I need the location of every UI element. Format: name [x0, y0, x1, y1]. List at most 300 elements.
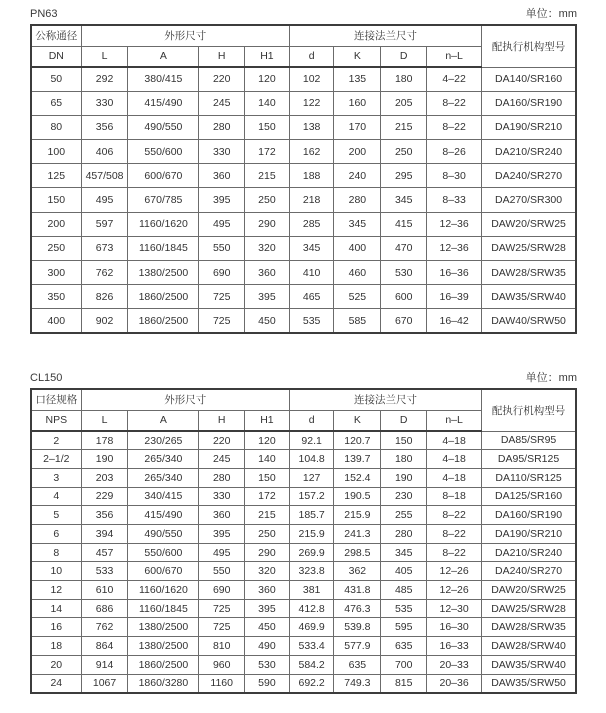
column-header-a: A [128, 410, 199, 431]
table-cell: 292 [81, 67, 128, 91]
table-cell: 914 [81, 655, 128, 674]
table-cell: 550/600 [128, 140, 199, 164]
table-cell: 690 [199, 581, 245, 600]
table-cell: DAW25/SRW28 [482, 599, 576, 618]
table-cell: 600 [381, 285, 427, 309]
column-header-l: L [81, 46, 128, 67]
table-row [31, 674, 576, 693]
table-cell: 298.5 [334, 543, 381, 562]
table-cell: 285 [289, 212, 334, 236]
table-row [31, 140, 576, 164]
table-cell: 902 [81, 309, 128, 333]
table-row [31, 188, 576, 212]
table-row [31, 450, 576, 469]
table-cell: 431.8 [334, 581, 381, 600]
table-cell: 495 [199, 543, 245, 562]
table-cell: 203 [81, 468, 128, 487]
table-cell: 188 [289, 164, 334, 188]
table-cell: DA190/SR210 [482, 525, 576, 544]
table-cell: DAW20/SRW25 [482, 581, 576, 600]
table-cell: 3 [31, 468, 81, 487]
table-cell: 550/600 [128, 543, 199, 562]
table-cell: 405 [381, 562, 427, 581]
pn63-caption-row [30, 7, 577, 21]
table-cell: 185.7 [289, 506, 334, 525]
table-cell: 205 [381, 91, 427, 115]
table-cell: 290 [245, 543, 290, 562]
group-header-row [31, 389, 576, 410]
column-header-nl: n–L [427, 46, 482, 67]
table-row [31, 543, 576, 562]
table-cell: 4–18 [427, 468, 482, 487]
column-header-dn: DN [31, 46, 81, 67]
table-cell: 345 [381, 188, 427, 212]
table-cell: DA160/SR190 [482, 506, 576, 525]
table-cell: 1860/2500 [128, 285, 199, 309]
column-header-outline-group: 外形尺寸 [81, 25, 289, 46]
table-cell: 380/415 [128, 67, 199, 91]
column-header-d-big: D [381, 410, 427, 431]
table-cell: 323.8 [289, 562, 334, 581]
table-cell: 412.8 [289, 599, 334, 618]
table-cell: 535 [289, 309, 334, 333]
table-cell: 960 [199, 655, 245, 674]
table-cell: 250 [31, 236, 81, 260]
table-cell: 635 [334, 655, 381, 674]
table-title-cl150: CL150 [30, 372, 63, 385]
unit-label: 单位：mm [525, 8, 577, 20]
table-cell: 395 [245, 599, 290, 618]
table-cell: 1160 [199, 674, 245, 693]
table-cell: 490 [245, 637, 290, 656]
table-cell: 465 [289, 285, 334, 309]
table-cell: 330 [199, 487, 245, 506]
table-cell: 600/670 [128, 164, 199, 188]
table-cell: 280 [199, 115, 245, 139]
table-cell: 150 [31, 188, 81, 212]
table-cell: 2 [31, 431, 81, 450]
table-cell: 8–33 [427, 188, 482, 212]
table-cell: 265/340 [128, 450, 199, 469]
table-cell: 360 [245, 581, 290, 600]
table-cell: 595 [381, 618, 427, 637]
table-cell: 1380/2500 [128, 618, 199, 637]
table-cell: 16–39 [427, 285, 482, 309]
column-header-d-big: D [381, 46, 427, 67]
table-cell: 12–26 [427, 562, 482, 581]
table-cell: 457/508 [81, 164, 128, 188]
table-cell: 350 [31, 285, 81, 309]
table-cell: 24 [31, 674, 81, 693]
table-cell: 415/490 [128, 91, 199, 115]
table-cell: 290 [245, 212, 290, 236]
table-cell: 12–36 [427, 212, 482, 236]
column-header-h: H [199, 46, 245, 67]
table-cell: 20–33 [427, 655, 482, 674]
table-cell: 1860/2500 [128, 309, 199, 333]
table-cell: 815 [381, 674, 427, 693]
table-cell: DAW28/SRW35 [482, 261, 576, 285]
table-cell: 12–26 [427, 581, 482, 600]
pn63-section [30, 7, 577, 334]
table-cell: 533 [81, 562, 128, 581]
column-header-l: L [81, 410, 128, 431]
table-cell: 670/785 [128, 188, 199, 212]
table-title-pn63: PN63 [30, 8, 58, 20]
column-header-nl: n–L [427, 410, 482, 431]
column-header-size-group: 口径规格 [31, 389, 81, 410]
table-row [31, 67, 576, 91]
table-cell: 381 [289, 581, 334, 600]
table-cell: 240 [334, 164, 381, 188]
table-cell: 533.4 [289, 637, 334, 656]
table-cell: 490/550 [128, 115, 199, 139]
table-cell: 4 [31, 487, 81, 506]
table-cell: 8–22 [427, 543, 482, 562]
table-row [31, 431, 576, 450]
table-cell: 190 [381, 468, 427, 487]
table-cell: 150 [245, 468, 290, 487]
table-cell: DA270/SR300 [482, 188, 576, 212]
table-cell: DA210/SR240 [482, 543, 576, 562]
table-cell: 460 [334, 261, 381, 285]
table-cell: 810 [199, 637, 245, 656]
table-cell: 160 [334, 91, 381, 115]
table-row [31, 309, 576, 333]
table-cell: DA240/SR270 [482, 164, 576, 188]
table-cell: DA240/SR270 [482, 562, 576, 581]
table-cell: 725 [199, 309, 245, 333]
table-cell: 525 [334, 285, 381, 309]
table-row [31, 261, 576, 285]
table-cell: 8–18 [427, 487, 482, 506]
table-cell: 600/670 [128, 562, 199, 581]
table-cell: 230 [381, 487, 427, 506]
table-row [31, 164, 576, 188]
table-cell: 535 [381, 599, 427, 618]
table-cell: 8–22 [427, 115, 482, 139]
table-row [31, 655, 576, 674]
table-cell: 220 [199, 67, 245, 91]
table-cell: 4–18 [427, 431, 482, 450]
table-cell: 230/265 [128, 431, 199, 450]
table-cell: 597 [81, 212, 128, 236]
column-header-k: K [334, 46, 381, 67]
table-cell: 8–22 [427, 506, 482, 525]
table-cell: 1160/1845 [128, 599, 199, 618]
table-cell: 200 [31, 212, 81, 236]
table-cell: DA160/SR190 [482, 91, 576, 115]
table-cell: 345 [289, 236, 334, 260]
table-cell: 700 [381, 655, 427, 674]
table-cell: 345 [334, 212, 381, 236]
table-cell: DA85/SR95 [482, 431, 576, 450]
table-cell: 1860/2500 [128, 655, 199, 674]
table-row [31, 285, 576, 309]
table-cell: 104.8 [289, 450, 334, 469]
table-cell: 585 [334, 309, 381, 333]
table-cell: 495 [81, 188, 128, 212]
table-cell: 2–1/2 [31, 450, 81, 469]
table-cell: 10 [31, 562, 81, 581]
table-cell: 1067 [81, 674, 128, 693]
table-cell: 295 [381, 164, 427, 188]
table-cell: 280 [381, 525, 427, 544]
table-cell: 150 [381, 431, 427, 450]
cl150-table [30, 388, 577, 694]
table-cell: 5 [31, 506, 81, 525]
table-cell: DAW40/SRW50 [482, 309, 576, 333]
group-header-row [31, 25, 576, 46]
column-header-outline-group: 外形尺寸 [81, 389, 289, 410]
table-cell: 469.9 [289, 618, 334, 637]
table-cell: 12–30 [427, 599, 482, 618]
column-header-d-small: d [289, 410, 334, 431]
cl150-table-body [31, 431, 576, 693]
column-header-actuator: 配执行机构型号 [482, 25, 576, 67]
table-cell: DA140/SR160 [482, 67, 576, 91]
table-cell: 725 [199, 618, 245, 637]
table-cell: 16 [31, 618, 81, 637]
table-cell: 250 [245, 188, 290, 212]
table-cell: 16–36 [427, 261, 482, 285]
table-cell: 280 [199, 468, 245, 487]
table-cell: 220 [199, 431, 245, 450]
table-cell: DAW25/SRW28 [482, 236, 576, 260]
table-cell: 178 [81, 431, 128, 450]
column-header-a: A [128, 46, 199, 67]
table-cell: DA110/SR125 [482, 468, 576, 487]
table-cell: 6 [31, 525, 81, 544]
table-cell: DAW35/SRW50 [482, 674, 576, 693]
table-cell: 139.7 [334, 450, 381, 469]
table-cell: 16–33 [427, 637, 482, 656]
column-header-nps: NPS [31, 410, 81, 431]
table-cell: 490/550 [128, 525, 199, 544]
table-cell: 692.2 [289, 674, 334, 693]
table-cell: 8–30 [427, 164, 482, 188]
table-cell: 172 [245, 487, 290, 506]
table-cell: 395 [245, 285, 290, 309]
table-cell: 190 [81, 450, 128, 469]
table-cell: 65 [31, 91, 81, 115]
table-cell: 360 [245, 261, 290, 285]
table-cell: 180 [381, 67, 427, 91]
table-cell: DA125/SR160 [482, 487, 576, 506]
column-header-actuator: 配执行机构型号 [482, 389, 576, 431]
table-cell: 826 [81, 285, 128, 309]
table-cell: 138 [289, 115, 334, 139]
table-cell: 1160/1620 [128, 212, 199, 236]
table-cell: 450 [245, 618, 290, 637]
table-cell: 170 [334, 115, 381, 139]
table-cell: 12–36 [427, 236, 482, 260]
table-row [31, 599, 576, 618]
column-header-d-small: d [289, 46, 334, 67]
table-cell: 550 [199, 236, 245, 260]
table-cell: 550 [199, 562, 245, 581]
table-cell: 356 [81, 506, 128, 525]
table-cell: 255 [381, 506, 427, 525]
table-cell: 8 [31, 543, 81, 562]
table-cell: 269.9 [289, 543, 334, 562]
table-cell: 345 [381, 543, 427, 562]
table-cell: 245 [199, 91, 245, 115]
table-cell: 125 [31, 164, 81, 188]
table-cell: 1160/1620 [128, 581, 199, 600]
table-cell: 476.3 [334, 599, 381, 618]
unit-label: 单位：mm [525, 372, 577, 385]
table-cell: 250 [381, 140, 427, 164]
table-cell: 180 [381, 450, 427, 469]
table-cell: 120 [245, 431, 290, 450]
table-cell: 200 [334, 140, 381, 164]
table-cell: 20 [31, 655, 81, 674]
table-cell: 80 [31, 115, 81, 139]
column-header-flange-group: 连接法兰尺寸 [289, 25, 481, 46]
table-cell: 157.2 [289, 487, 334, 506]
table-cell: 395 [199, 188, 245, 212]
table-cell: 162 [289, 140, 334, 164]
table-cell: 12 [31, 581, 81, 600]
table-cell: DAW28/SRW35 [482, 618, 576, 637]
table-row [31, 212, 576, 236]
table-cell: 102 [289, 67, 334, 91]
table-cell: 14 [31, 599, 81, 618]
table-cell: 610 [81, 581, 128, 600]
table-cell: 362 [334, 562, 381, 581]
table-cell: 590 [245, 674, 290, 693]
table-cell: 215.9 [289, 525, 334, 544]
table-cell: DA95/SR125 [482, 450, 576, 469]
pn63-table [30, 24, 577, 334]
pn63-table-body [31, 67, 576, 333]
table-cell: 686 [81, 599, 128, 618]
table-row [31, 91, 576, 115]
table-cell: 250 [245, 525, 290, 544]
table-cell: 100 [31, 140, 81, 164]
table-row [31, 581, 576, 600]
table-cell: 241.3 [334, 525, 381, 544]
table-cell: 450 [245, 309, 290, 333]
table-cell: 140 [245, 450, 290, 469]
table-row [31, 637, 576, 656]
table-cell: 1380/2500 [128, 261, 199, 285]
table-cell: 8–26 [427, 140, 482, 164]
table-row [31, 487, 576, 506]
column-header-h1: H1 [245, 410, 290, 431]
table-cell: 215 [245, 164, 290, 188]
table-cell: DAW35/SRW40 [482, 655, 576, 674]
table-cell: 400 [334, 236, 381, 260]
table-cell: 16–42 [427, 309, 482, 333]
table-cell: 690 [199, 261, 245, 285]
table-cell: 360 [199, 506, 245, 525]
column-header-h: H [199, 410, 245, 431]
table-cell: 215.9 [334, 506, 381, 525]
table-cell: 16–30 [427, 618, 482, 637]
table-cell: 725 [199, 285, 245, 309]
table-cell: 360 [199, 164, 245, 188]
table-cell: 864 [81, 637, 128, 656]
table-cell: 140 [245, 91, 290, 115]
table-row [31, 618, 576, 637]
table-cell: 356 [81, 115, 128, 139]
table-cell: 190.5 [334, 487, 381, 506]
table-cell: 725 [199, 599, 245, 618]
table-cell: 673 [81, 236, 128, 260]
table-cell: DA190/SR210 [482, 115, 576, 139]
column-header-size-group: 公称通径 [31, 25, 81, 46]
table-cell: 539.8 [334, 618, 381, 637]
table-cell: 245 [199, 450, 245, 469]
table-cell: 50 [31, 67, 81, 91]
table-cell: 120 [245, 67, 290, 91]
table-cell: 172 [245, 140, 290, 164]
table-cell: 530 [245, 655, 290, 674]
column-header-flange-group: 连接法兰尺寸 [289, 389, 481, 410]
table-cell: 4–22 [427, 67, 482, 91]
table-cell: 340/415 [128, 487, 199, 506]
table-row [31, 562, 576, 581]
table-cell: 135 [334, 67, 381, 91]
table-cell: 18 [31, 637, 81, 656]
table-cell: 749.3 [334, 674, 381, 693]
table-cell: 457 [81, 543, 128, 562]
column-header-h1: H1 [245, 46, 290, 67]
cl150-section [30, 371, 577, 694]
table-cell: 530 [381, 261, 427, 285]
table-cell: 265/340 [128, 468, 199, 487]
table-cell: 280 [334, 188, 381, 212]
table-cell: 635 [381, 637, 427, 656]
table-cell: 120.7 [334, 431, 381, 450]
table-cell: 20–36 [427, 674, 482, 693]
table-cell: 320 [245, 236, 290, 260]
table-cell: 215 [381, 115, 427, 139]
table-cell: 415 [381, 212, 427, 236]
table-cell: 320 [245, 562, 290, 581]
table-cell: 394 [81, 525, 128, 544]
table-cell: 1160/1845 [128, 236, 199, 260]
table-row [31, 236, 576, 260]
table-cell: 762 [81, 618, 128, 637]
table-cell: 584.2 [289, 655, 334, 674]
table-cell: 406 [81, 140, 128, 164]
table-cell: 762 [81, 261, 128, 285]
table-cell: DA210/SR240 [482, 140, 576, 164]
table-cell: 395 [199, 525, 245, 544]
table-cell: 218 [289, 188, 334, 212]
table-cell: DAW28/SRW40 [482, 637, 576, 656]
table-cell: 577.9 [334, 637, 381, 656]
table-cell: 330 [81, 91, 128, 115]
table-cell: 415/490 [128, 506, 199, 525]
table-cell: 1860/3280 [128, 674, 199, 693]
table-row [31, 115, 576, 139]
table-cell: 122 [289, 91, 334, 115]
table-cell: DAW35/SRW40 [482, 285, 576, 309]
table-cell: 8–22 [427, 91, 482, 115]
table-cell: 400 [31, 309, 81, 333]
table-cell: DAW20/SRW25 [482, 212, 576, 236]
table-cell: 485 [381, 581, 427, 600]
table-cell: 670 [381, 309, 427, 333]
table-cell: 127 [289, 468, 334, 487]
table-cell: 495 [199, 212, 245, 236]
table-cell: 470 [381, 236, 427, 260]
table-cell: 4–18 [427, 450, 482, 469]
